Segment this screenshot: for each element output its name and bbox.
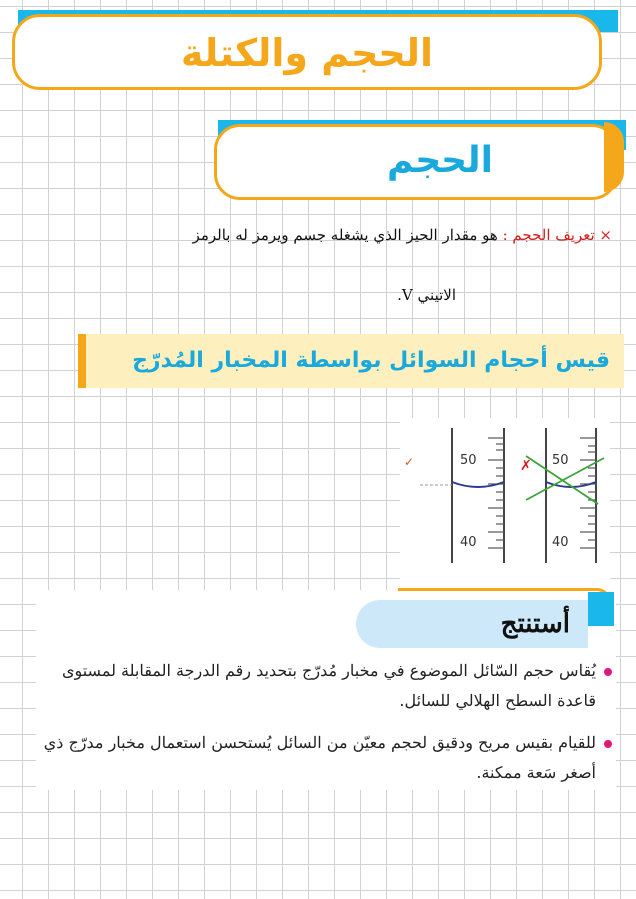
conclusion-point-2-text: للقيام بقيس مريح ودقيق لحجم معيّن من السائل يُستحسن استعمال مخبار مدرّج ذي أصغر سَعة ممكنة. — [43, 733, 596, 782]
tick-label-50-right: 50 — [552, 453, 569, 468]
section-accent — [604, 122, 624, 192]
tick-label-40-right: 40 — [552, 535, 569, 550]
tick-label-50-left: 50 — [460, 453, 477, 468]
conclusion-point-2 — [36, 728, 596, 788]
bullet-dot-icon — [604, 740, 612, 748]
bullet-dot-icon — [604, 668, 612, 676]
cross-mark: ✗ — [520, 458, 532, 474]
definition-label: تعريف الحجم : — [502, 226, 595, 244]
conclusion-title: أستنتج — [500, 609, 570, 639]
bullet-x-icon: × — [594, 226, 612, 244]
definition-text: هو مقدار الحيز الذي يشغله جسم ويرمز له بالرمز — [192, 226, 498, 244]
tick-label-40-left: 40 — [460, 535, 477, 550]
section-heading: الحجم — [387, 140, 493, 181]
cylinder-illustration — [400, 418, 610, 588]
conclusion-square-accent — [588, 592, 614, 626]
definition-line-1 — [193, 226, 612, 244]
cylinder-right — [520, 428, 604, 563]
conclusion-point-1 — [36, 656, 596, 716]
cylinder-left — [404, 428, 504, 563]
conclusion-point-1-text: يُقاس حجم السّائل الموضوع في مخبار مُدرّج بتحديد رقم الدرجة المقابلة لمستوى قاعدة السطح الهلالي للسائل. — [61, 661, 596, 710]
page-title: الحجم والكتلة — [180, 31, 434, 75]
graduated-cylinder-figure — [400, 418, 610, 588]
check-mark: ✓ — [404, 455, 415, 469]
definition-line-2: الاتيني V. — [397, 286, 456, 304]
subheading: قيس أحجام السوائل بواسطة المخبار المُدرّج — [132, 348, 610, 373]
